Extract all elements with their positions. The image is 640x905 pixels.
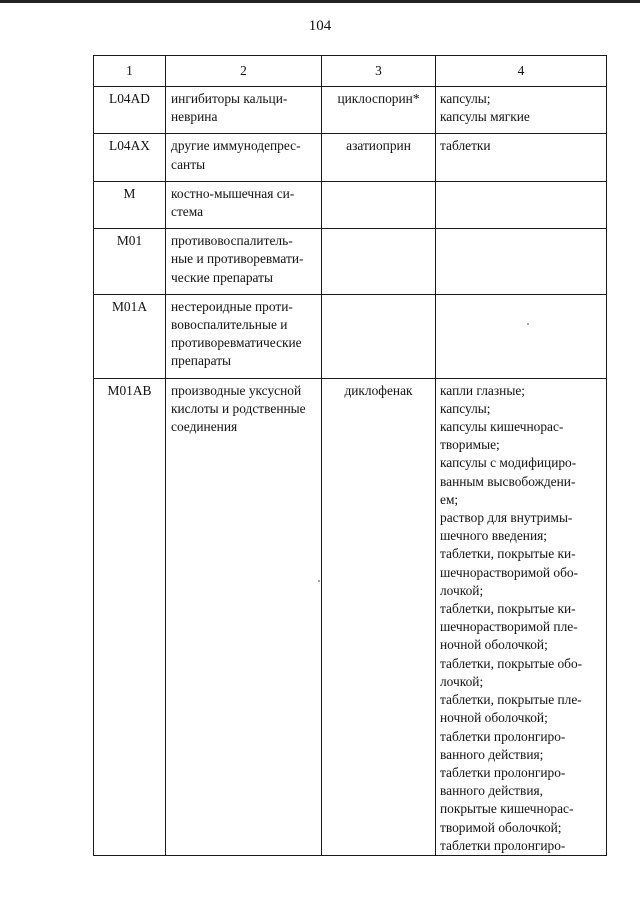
group-name-cell: противовоспалитель- ные и противоревмати- ческие препараты <box>166 229 322 295</box>
column-header: 4 <box>436 56 607 87</box>
drug-classification-table <box>93 55 607 856</box>
header-row <box>94 56 607 87</box>
page-number: 104 <box>308 18 332 34</box>
group-name-cell: производные уксусной кислоты и родственные соединения <box>166 378 322 855</box>
column-header: 3 <box>322 56 436 87</box>
atc-code-cell: М01А <box>94 294 166 378</box>
dosage-forms-cell: капсулы; капсулы мягкие <box>436 87 607 134</box>
drug-name-cell: циклоспорин* <box>322 87 436 134</box>
atc-code-cell: L04AX <box>94 134 166 181</box>
group-name-cell: ингибиторы кальци- неврина <box>166 87 322 134</box>
table-row <box>94 134 607 181</box>
scan-speck <box>318 580 320 582</box>
table-row <box>94 294 607 378</box>
drug-name-cell <box>322 229 436 295</box>
atc-code-cell: М <box>94 181 166 228</box>
table-row <box>94 181 607 228</box>
atc-code-cell: М01 <box>94 229 166 295</box>
dosage-forms-cell <box>436 294 607 378</box>
atc-code-cell: М01АВ <box>94 378 166 855</box>
group-name-cell: нестероидные проти- вовоспалительные и противоревматические препараты <box>166 294 322 378</box>
dosage-forms-cell: таблетки <box>436 134 607 181</box>
scan-speck <box>527 323 529 325</box>
table-row <box>94 229 607 295</box>
table-row <box>94 87 607 134</box>
drug-name-cell: азатиоприн <box>322 134 436 181</box>
drug-name-cell <box>322 181 436 228</box>
dosage-forms-cell <box>436 181 607 228</box>
column-header: 1 <box>94 56 166 87</box>
dosage-forms-cell: капли глазные; капсулы; капсулы кишечнораc- творимые; капсулы с модифициро- ванным высвобождени- ем; раствор для внутримы- шечного введения; таблетки, покрытые ки- шечнорастворимой обо- лочкой; таблетки, покрытые ки- шечнорастворимой пле- ночной оболочкой; таблетки, покрытые обо- лочкой; таблетки, покрытые пле- ночной оболочкой; таблетки пролонгиро- ванного действия; таблетки пролонгиро- ванного действия, покрытые кишечнорас- творимой оболочкой; таблетки пролонгиро- <box>436 378 607 855</box>
dosage-forms-cell <box>436 229 607 295</box>
group-name-cell: другие иммунодепрес- санты <box>166 134 322 181</box>
table-row <box>94 378 607 855</box>
drug-name-cell <box>322 294 436 378</box>
group-name-cell: костно-мышечная си- стема <box>166 181 322 228</box>
drug-name-cell: диклофенак <box>322 378 436 855</box>
column-header: 2 <box>166 56 322 87</box>
atc-code-cell: L04AD <box>94 87 166 134</box>
top-border-line <box>0 0 640 3</box>
